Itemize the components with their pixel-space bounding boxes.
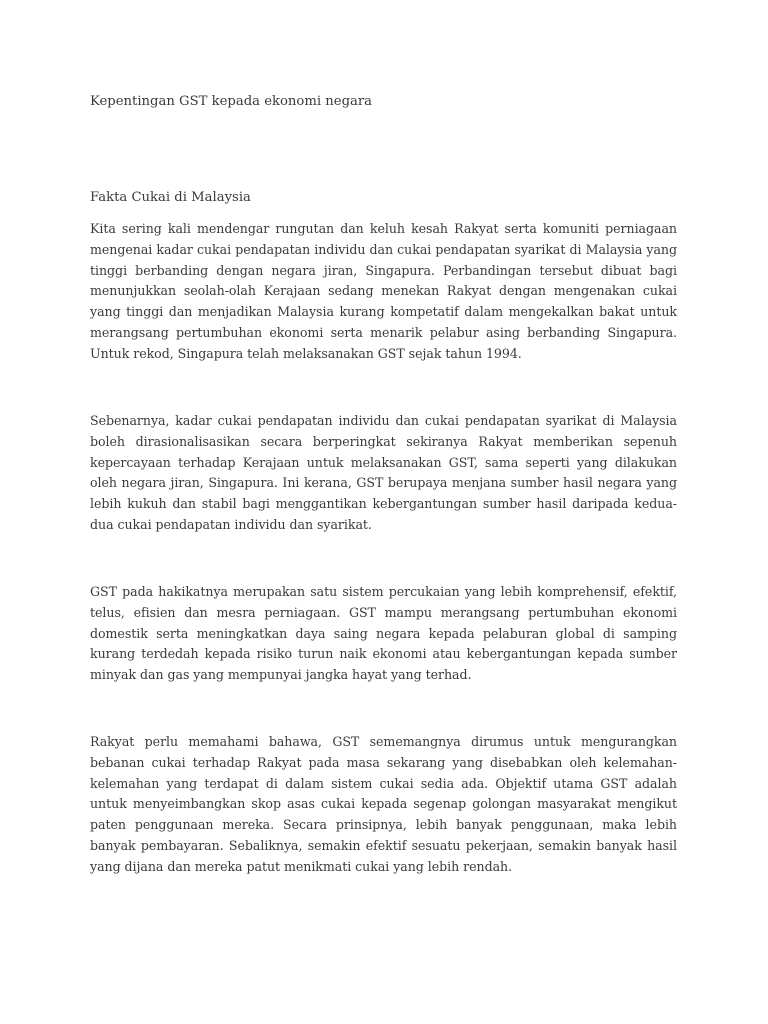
document-title: Kepentingan GST kepada ekonomi negara	[90, 94, 373, 109]
section-heading: Fakta Cukai di Malaysia	[90, 190, 251, 205]
paragraph-2: Sebenarnya, kadar cukai pendapatan individu dan cukai pendapatan syarikat di Malaysia boleh dirasionalisasikan secara berperingkat sekiranya Rakyat memberikan sepenuh kepercayaan terhadap Kerajaan untuk melaksanakan GST, sama seperti yang dilakukan oleh negara jiran, Singapura. Ini kerana, GST berupaya menjana sumber hasil negara yang lebih kukuh dan stabil bagi menggantikan kebergantungan sumber hasil daripada kedua-dua cukai pendapatan individu dan syarikat.	[90, 413, 677, 532]
paragraph-3: GST pada hakikatnya merupakan satu sistem percukaian yang lebih komprehensif, efektif, telus, efisien dan mesra perniagaan. GST mampu merangsang pertumbuhan ekonomi domestik serta meningkatkan daya saing negara kepada pelaburan global di samping kurang terdedah kepada risiko turun naik ekonomi atau kebergantungan kepada sumber minyak dan gas yang mempunyai jangka hayat yang terhad.	[90, 584, 677, 683]
paragraph-4: Rakyat perlu memahami bahawa, GST sememangnya dirumus untuk mengurangkan bebanan cukai terhadap Rakyat pada masa sekarang yang disebabkan oleh kelemahan-kelemahan yang terdapat di dalam sistem cukai sedia ada. Objektif utama GST adalah untuk menyeimbangkan skop asas cukai kepada segenap golongan masyarakat mengikut paten penggunaan mereka. Secara prinsipnya, lebih banyak penggunaan, maka lebih banyak pembayaran. Sebaliknya, semakin efektif sesuatu pekerjaan, semakin banyak hasil yang dijana dan mereka patut menikmati cukai yang lebih rendah.	[90, 734, 677, 874]
paragraph-1: Kita sering kali mendengar rungutan dan keluh kesah Rakyat serta komuniti perniagaan mengenai kadar cukai pendapatan individu dan cukai pendapatan syarikat di Malaysia yang tinggi berbanding dengan negara jiran, Singapura. Perbandingan tersebut dibuat bagi menunjukkan seolah-olah Kerajaan sedang menekan Rakyat dengan mengenakan cukai yang tinggi dan menjadikan Malaysia kurang kompetatif dalam mengekalkan bakat untuk merangsang pertumbuhan ekonomi serta menarik pelabur asing berbanding Singapura. Untuk rekod, Singapura telah melaksanakan GST sejak tahun 1994.	[90, 221, 677, 361]
